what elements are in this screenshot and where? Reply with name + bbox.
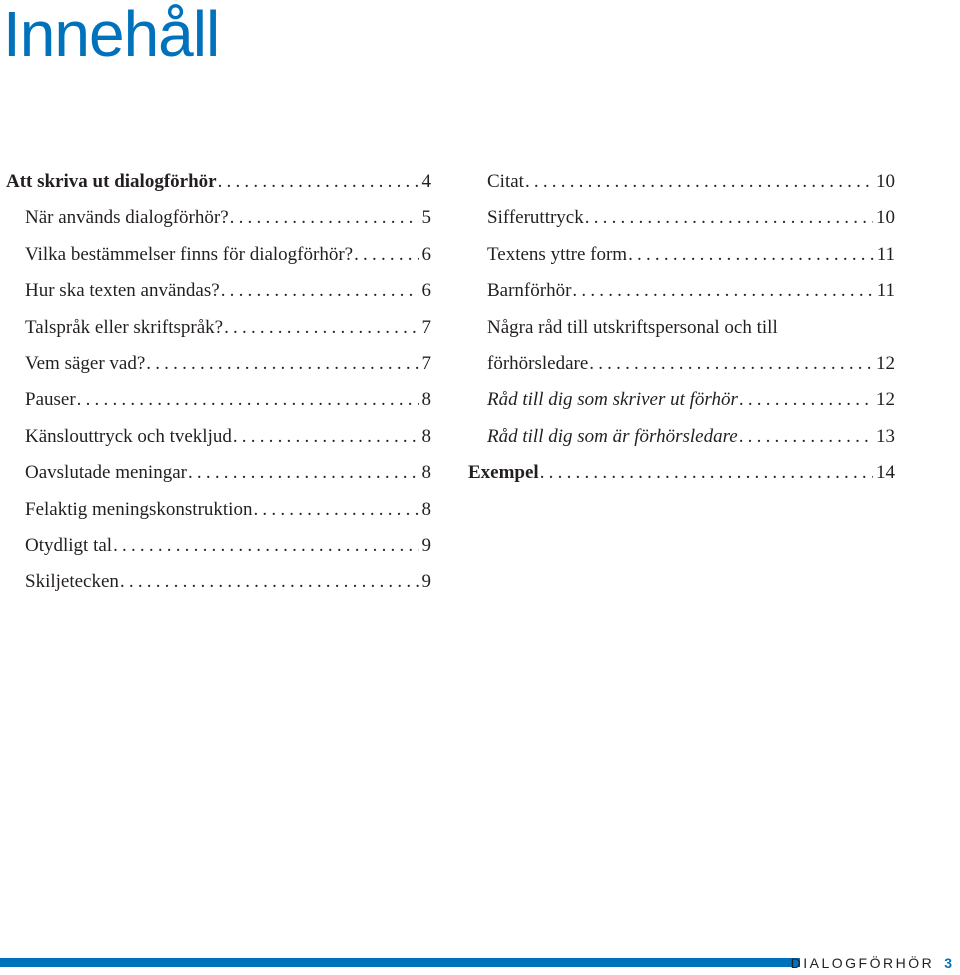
toc-entry-label: Talspråk eller skriftspråk? <box>25 316 224 338</box>
toc-entry[interactable] <box>6 237 431 273</box>
toc-entry-label: Några råd till utskriftspersonal och till <box>487 316 778 338</box>
toc-entry[interactable] <box>468 310 895 346</box>
toc-dot-leader <box>120 564 419 600</box>
toc-dot-leader <box>253 492 418 528</box>
toc-entry-page-number: 9 <box>421 571 431 593</box>
footer-section-label: DIALOGFÖRHÖR <box>790 955 935 971</box>
toc-entry-label: Känslouttryck och tvekljud <box>25 425 232 447</box>
toc-dot-leader <box>585 200 873 236</box>
toc-dot-leader <box>221 273 419 309</box>
toc-entry-label: När används dialogförhör? <box>25 207 229 229</box>
toc-column-left <box>6 164 431 601</box>
footer-accent-bar <box>0 958 800 967</box>
toc-entry[interactable] <box>468 273 895 309</box>
toc-entry-label: Vilka bestämmelser finns för dialogförhör? <box>25 243 354 265</box>
toc-dot-leader <box>113 528 418 564</box>
toc-entry[interactable] <box>6 528 431 564</box>
toc-entry-label: Exempel <box>468 462 539 484</box>
toc-dot-leader <box>218 164 419 200</box>
toc-entry-page-number: 10 <box>876 207 895 229</box>
toc-entry[interactable] <box>6 564 431 600</box>
toc-entry[interactable] <box>468 164 895 200</box>
toc-dot-leader <box>146 346 418 382</box>
toc-dot-leader <box>739 382 873 418</box>
toc-dot-leader <box>589 346 873 382</box>
toc-entry[interactable] <box>6 382 431 418</box>
toc-entry-label: Citat <box>487 171 524 192</box>
toc-entry[interactable] <box>6 273 431 309</box>
footer-page-number: 3 <box>944 955 952 971</box>
toc-entry-label: Barnförhör <box>487 280 572 302</box>
toc-dot-leader <box>628 237 874 273</box>
toc-entry-page-number: 6 <box>421 243 431 265</box>
toc-entry-page-number: 8 <box>421 425 431 447</box>
toc-dot-leader <box>525 164 873 200</box>
toc-entry-label: Råd till dig som är förhörsledare <box>487 425 738 447</box>
toc-entry[interactable] <box>468 346 895 382</box>
toc-entry-page-number: 6 <box>421 280 431 302</box>
toc-dot-leader <box>224 310 418 346</box>
toc-entry[interactable] <box>6 346 431 382</box>
toc-dot-leader <box>233 419 419 455</box>
toc-entry[interactable] <box>6 419 431 455</box>
toc-entry-page-number: 12 <box>876 389 895 411</box>
toc-entry-label: Hur ska texten användas? <box>25 280 220 302</box>
toc-dot-leader <box>540 455 873 491</box>
toc-entry-page-number: 7 <box>421 352 431 374</box>
toc-entry-label: Vem säger vad? <box>25 352 146 374</box>
toc-entry-page-number: 11 <box>876 243 895 265</box>
toc-dot-leader <box>572 273 873 309</box>
footer <box>791 953 952 973</box>
toc-dot-leader <box>739 419 873 455</box>
toc-entry-page-number: 8 <box>421 498 431 520</box>
toc-entry-page-number: 11 <box>876 280 895 302</box>
toc-entry-page-number: 8 <box>421 462 431 484</box>
toc-entry-page-number: 12 <box>876 352 895 374</box>
toc-entry-label: förhörsledare <box>487 352 589 374</box>
toc-dot-leader <box>230 200 419 236</box>
toc-column-right <box>468 164 895 492</box>
toc-dot-leader <box>77 382 419 418</box>
toc-entry[interactable] <box>468 419 895 455</box>
toc-entry-label: Oavslutade meningar <box>25 462 187 484</box>
toc-entry[interactable] <box>6 200 431 236</box>
toc-entry-page-number: 5 <box>421 207 431 229</box>
toc-entry-page-number: 13 <box>876 425 895 447</box>
toc-entry-page-number: 9 <box>421 534 431 556</box>
toc-entry-label: Otydligt tal <box>25 534 113 556</box>
toc-entry-page-number: 14 <box>876 462 895 484</box>
toc-entry-page-number: 10 <box>876 171 895 192</box>
toc-dot-leader <box>354 237 418 273</box>
toc-dot-leader <box>188 455 419 491</box>
toc-entry-label: Felaktig meningskonstruktion <box>25 498 253 520</box>
toc-entry-page-number: 7 <box>421 316 431 338</box>
toc-entry[interactable] <box>468 382 895 418</box>
toc-entry-label: Textens yttre form <box>487 243 628 265</box>
toc-entry-page-number: 4 <box>421 171 431 192</box>
toc-entry-label: Råd till dig som skriver ut förhör <box>487 389 738 411</box>
toc-entry[interactable] <box>6 164 431 200</box>
toc-entry-label: Pauser <box>25 389 76 411</box>
toc-entry[interactable] <box>468 237 895 273</box>
page-title: Innehåll <box>3 0 220 70</box>
toc-entry-page-number: 8 <box>421 389 431 411</box>
toc-entry[interactable] <box>468 455 895 491</box>
toc-entry-label: Att skriva ut dialogförhör <box>6 171 217 192</box>
toc-entry-label: Skiljetecken <box>25 571 119 593</box>
toc-entry[interactable] <box>6 455 431 491</box>
toc-entry[interactable] <box>6 492 431 528</box>
toc-entry-label: Sifferuttryck <box>487 207 584 229</box>
toc-entry[interactable] <box>6 310 431 346</box>
toc-entry[interactable] <box>468 200 895 236</box>
